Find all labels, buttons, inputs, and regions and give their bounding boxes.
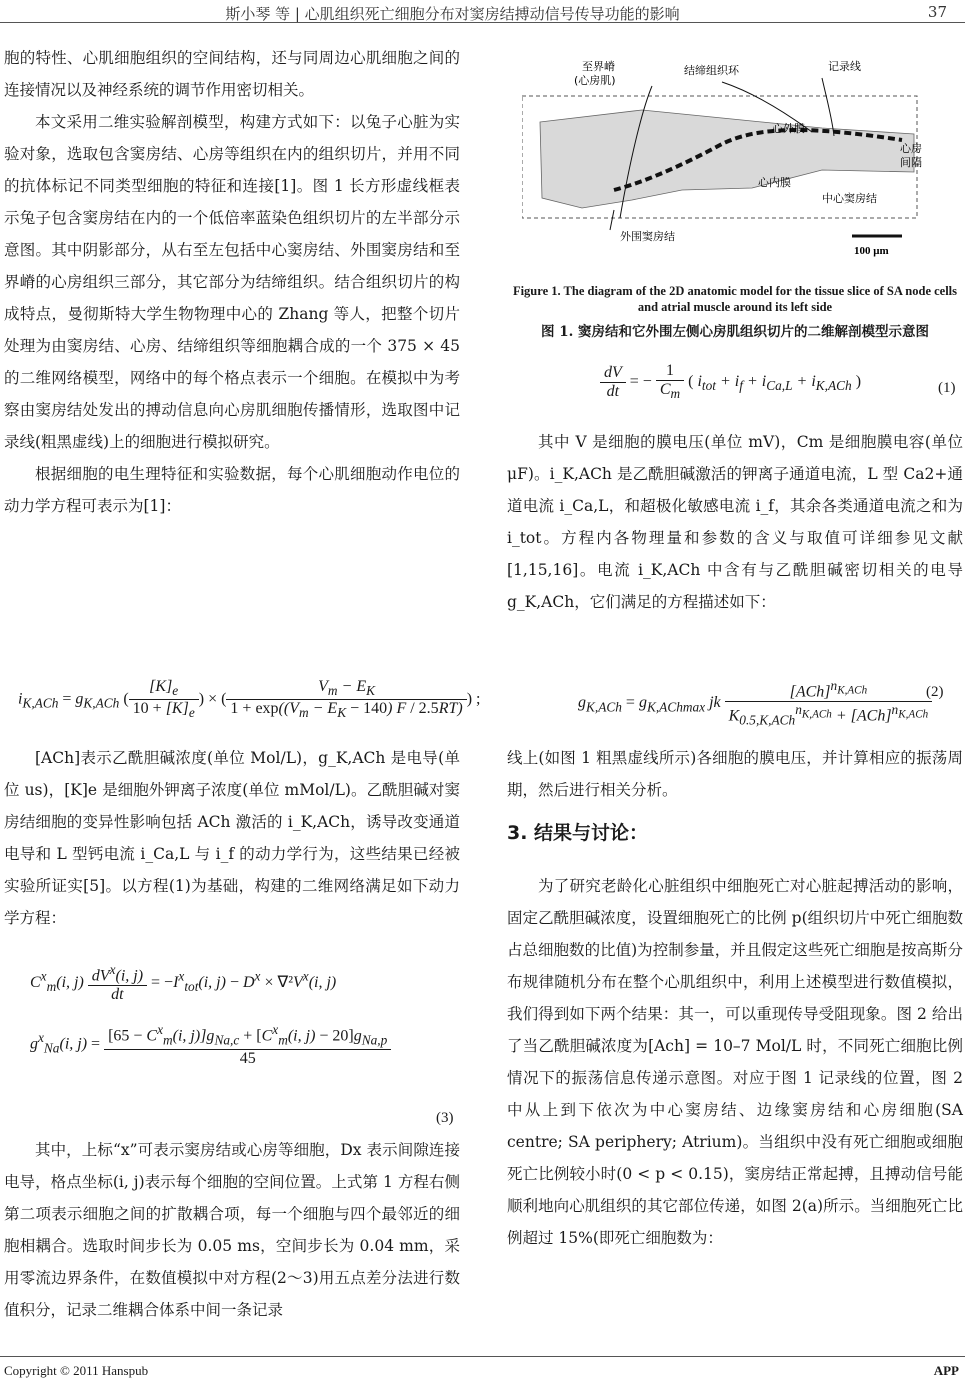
equation-1-number: (1): [938, 380, 956, 396]
label-central-sa: 中心窦房结: [822, 192, 877, 205]
paragraph: [ACh]表示乙酰胆碱浓度(单位 Mol/L)，g_K,ACh 是电导(单位 us)，[K]e 是细胞外钾离子浓度(单位 mMol/L)。乙酰胆碱对窦房结细胞的变异性影响包括 ACh 激活的 i_K,ACh，诱导改变通道电导和 L 型钙电流 i_Ca,L 与 i_f 的动力学行为，这些结果已经被实验所证实[5]。以方程(1)为基础，构建的二维网络满足如下动力学方程：: [4, 749, 460, 927]
footer-rule: [0, 1356, 965, 1357]
label-record-line: 记录线: [828, 60, 861, 73]
right-column-bottom: [507, 870, 963, 1254]
paragraph: 其中，上标“x”可表示窦房结或心房等细胞，Dx 表示间隙连接电导，格点坐标(i, j)表示每个细胞的空间位置。上式第 1 方程右侧第二项表示细胞之间的扩散耦合项，每一个细胞与四个最邻近的细胞相耦合。选取时间步长为 0.05 ms，空间步长为 0.04 mm，采用零流边界条件，在数值模拟中对方程(2～3)用五点差分法进行数值积分，记录二维耦合体系中间一条记录: [4, 1141, 460, 1319]
label-scale: 100 μm: [854, 245, 889, 257]
equation-3-number: (3): [436, 1110, 454, 1126]
left-column-bottom: [4, 1134, 460, 1326]
paragraph: 根据细胞的电生理特征和实验数据，每个心肌细胞动作电位的动力学方程可表示为[1]：: [4, 465, 460, 515]
paragraph: 其中 V 是细胞的膜电压(单位 mV)，Cm 是细胞膜电容(单位 μF)。i_K,ACh 是乙酰胆碱激活的钾离子通道电流，L 型 Ca2+通道电流 i_Ca,L，和超极化敏感电流 i_f，其余各类通道电流之和为 i_tot。方程内各物理量和参数的含义与取值可详细参见文献[1,15,16]。电流 i_K,ACh 中含有与乙酰胆碱密切相关的电导 g_K,ACh，它们满足的方程描述如下：: [507, 433, 963, 611]
label-connective: 结缔组织环: [684, 64, 739, 77]
left-column-middle: [4, 742, 460, 934]
figure-caption-zh: 图 1. 窦房结和它外围左侧心房肌组织切片的二维解剖模型示意图: [541, 324, 929, 340]
label-epicardium: 心外膜: [772, 122, 805, 135]
equation-3: $C^x_m(i$, j) $\frac{dV^x(i, j)}{dt}$ = $-I^x_{tot}(i$, $j) - D^x \times \nabla^2V^x(i$, j) $g^x_{Na}(i$, j) = $\frac{[65 - C^x_m(i, j)]g_{Na,c} + [C^x_m(i, j) - 20]g_{Na,p}}{45}$: [30, 962, 450, 1068]
label-crista-2: (心房肌): [574, 74, 616, 87]
footer-copyright: Copyright © 2011 Hanspub: [4, 1363, 149, 1378]
label-septum: 心房: [900, 142, 922, 155]
running-title: 斯小琴 等 | 心肌组织死亡细胞分布对窦房结搏动信号传导功能的影响: [225, 5, 680, 23]
section-title: 3. 结果与讨论：: [507, 822, 649, 844]
paragraph: 为了研究老龄化心脏组织中细胞死亡对心脏起搏活动的影响，固定乙酰胆碱浓度，设置细胞死亡的比例 p(组织切片中死亡细胞数占总细胞数的比值)为控制参量，并且假定这些死亡细胞是按高斯分布规律随机分布在整个心肌组织中，利用上述模型进行数值模拟，我们得到如下两个结果：其一，可以重现传导受阻现象。图 2 给出了当乙酰胆碱浓度为[Ach] = 10–7 Mol/L 时，不同死亡细胞比例情况下的振荡信息传递示意图。对应于图 1 记录线的位置，图 2 中从上到下依次为中心窦房结、边缘窦房结和心房细胞(SA centre; SA periphery; Atrium)。当组织中没有死亡细胞或细胞死亡比例较小时(0 < p < 0.15)，窦房结正常起搏，且搏动信号能顺利地向心肌组织的其它部位传递，如图 2(a)所示。当细胞死亡比例超过 15%(即死亡细胞数为：: [507, 877, 963, 1247]
page-number: 37: [927, 3, 947, 21]
equation-2: $i_{K,ACh} = g_{K,ACh}$ ( $\frac{[K]_e}{10 + [K]_e}$ ) × ( $\frac{V_m - E_K}{1 + \exp((V_m - E_K - 140) F / 2.5RT)}$ ) ; $g_{K,ACh} = g_{K,AChmax}$ jk $\frac{[ACh]^{n_{K,ACh}}}{K_{0.5,K,ACh}^{n_{K,ACh}} + [ACh]^{n_{K,ACh}}}$: [18, 660, 958, 732]
header-rule: [0, 22, 965, 23]
label-septum-2: 间隔: [900, 156, 922, 169]
equation-2-number: (2): [926, 684, 944, 700]
paragraph: 线上(如图 1 粗黑虚线所示)各细胞的膜电压，并计算相应的振荡周期，然后进行相关分析。: [507, 749, 963, 799]
label-endocardium: 心内膜: [758, 176, 791, 189]
paragraph: 胞的特性、心肌细胞组织的空间结构，还与同周边心肌细胞之间的连接情况以及神经系统的调节作用密切相关。: [4, 49, 460, 99]
paragraph: 本文采用二维实验解剖模型，构建方式如下：以兔子心脏为实验对象，选取包含窦房结、心房等组织在内的组织切片，并用不同的抗体标记不同类型细胞的特征和连接[1]。图 1 长方形虚线框表示兔子包含窦房结在内的一个低倍率蓝染色组织切片的左半部分示意图。其中阴影部分，从右至左包括中心窦房结、外围窦房结和至界嵴的心房组织三部分，其它部分为结缔组织。结合组织切片的构成特点，曼彻斯特大学生物物理中心的 Zhang 等人，把整个切片处理为由窦房结、心房、结缔组织等细胞耦合成的一个 375 × 45 的二维网络模型，网络中的每个格点表示一个细胞。在模拟中为考察由窦房结处发出的搏动信息向心房肌细胞传播情形，选取图中记录线(粗黑虚线)上的细胞进行模拟研究。: [4, 113, 460, 451]
equation-1: $\frac{dV}{dt}$ = − $\frac{1}{C_m}$ ( $i_{tot} + i_f + i_{Ca,L} + i_{K,ACh}$ ): [600, 362, 861, 402]
page-header: [0, 0, 965, 24]
label-peripheral-sa: 外围窦房结: [620, 230, 675, 243]
figure-caption-en: Figure 1. The diagram of the 2D anatomic model for the tissue slice of SA node cells and atrial muscle around its left side: [512, 284, 958, 314]
footer-journal: APP: [933, 1363, 959, 1378]
right-column-middle: [507, 742, 963, 806]
right-column-top: [507, 426, 963, 618]
label-crista: 至界嵴: [582, 60, 615, 73]
left-column-top: [4, 42, 460, 522]
figure-1-diagram: [522, 40, 942, 270]
